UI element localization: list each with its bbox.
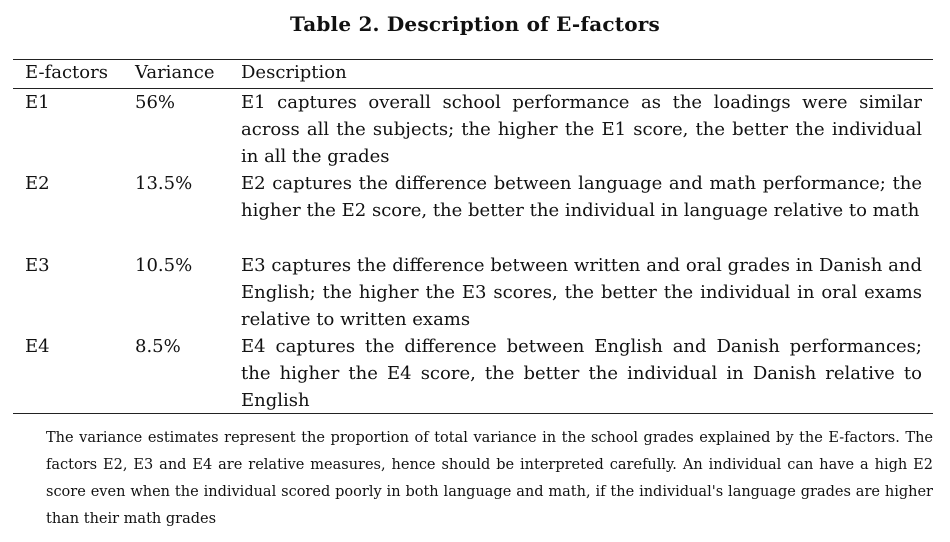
factor-cell: E3 xyxy=(25,255,50,276)
table-caption: Table 2. Description of E-factors xyxy=(290,12,660,36)
description-cell: E3 captures the difference between written and oral grades in Danish and English; the higher the E3 scores, the better the individual in oral exams relative to written exams xyxy=(241,255,922,331)
header-description: Description xyxy=(241,62,347,83)
description-cell: E2 captures the difference between language and math performance; the higher the E2 score, the better the individual in language relative to math xyxy=(241,173,922,222)
header-variance: Variance xyxy=(135,62,215,83)
factor-cell: E1 xyxy=(25,92,50,113)
header-factor: E-factors xyxy=(25,62,108,83)
factor-cell: E4 xyxy=(25,336,50,357)
factor-cell: E2 xyxy=(25,173,50,194)
variance-cell: 13.5% xyxy=(135,173,193,194)
variance-cell: 56% xyxy=(135,92,176,113)
description-cell: E4 captures the difference between English and Danish performances; the higher the E4 score, the better the individual in Danish relative to English xyxy=(241,336,922,412)
description-cell: E1 captures overall school performance as the loadings were similar across all the subjects; the higher the E1 score, the better the individual in all the grades xyxy=(241,92,922,168)
table-notes: The variance estimates represent the proportion of total variance in the school grades explained by the E-factors. The factors E2, E3 and E4 are relative measures, hence should be interpreted carefully. An individual can have a high E2 score even when the individual scored poorly in both language and math, if the individual's language grades are higher than their math grades xyxy=(46,430,933,527)
top-rule xyxy=(13,59,933,60)
bottom-rule xyxy=(13,413,933,414)
variance-cell: 8.5% xyxy=(135,336,181,357)
variance-cell: 10.5% xyxy=(135,255,193,276)
